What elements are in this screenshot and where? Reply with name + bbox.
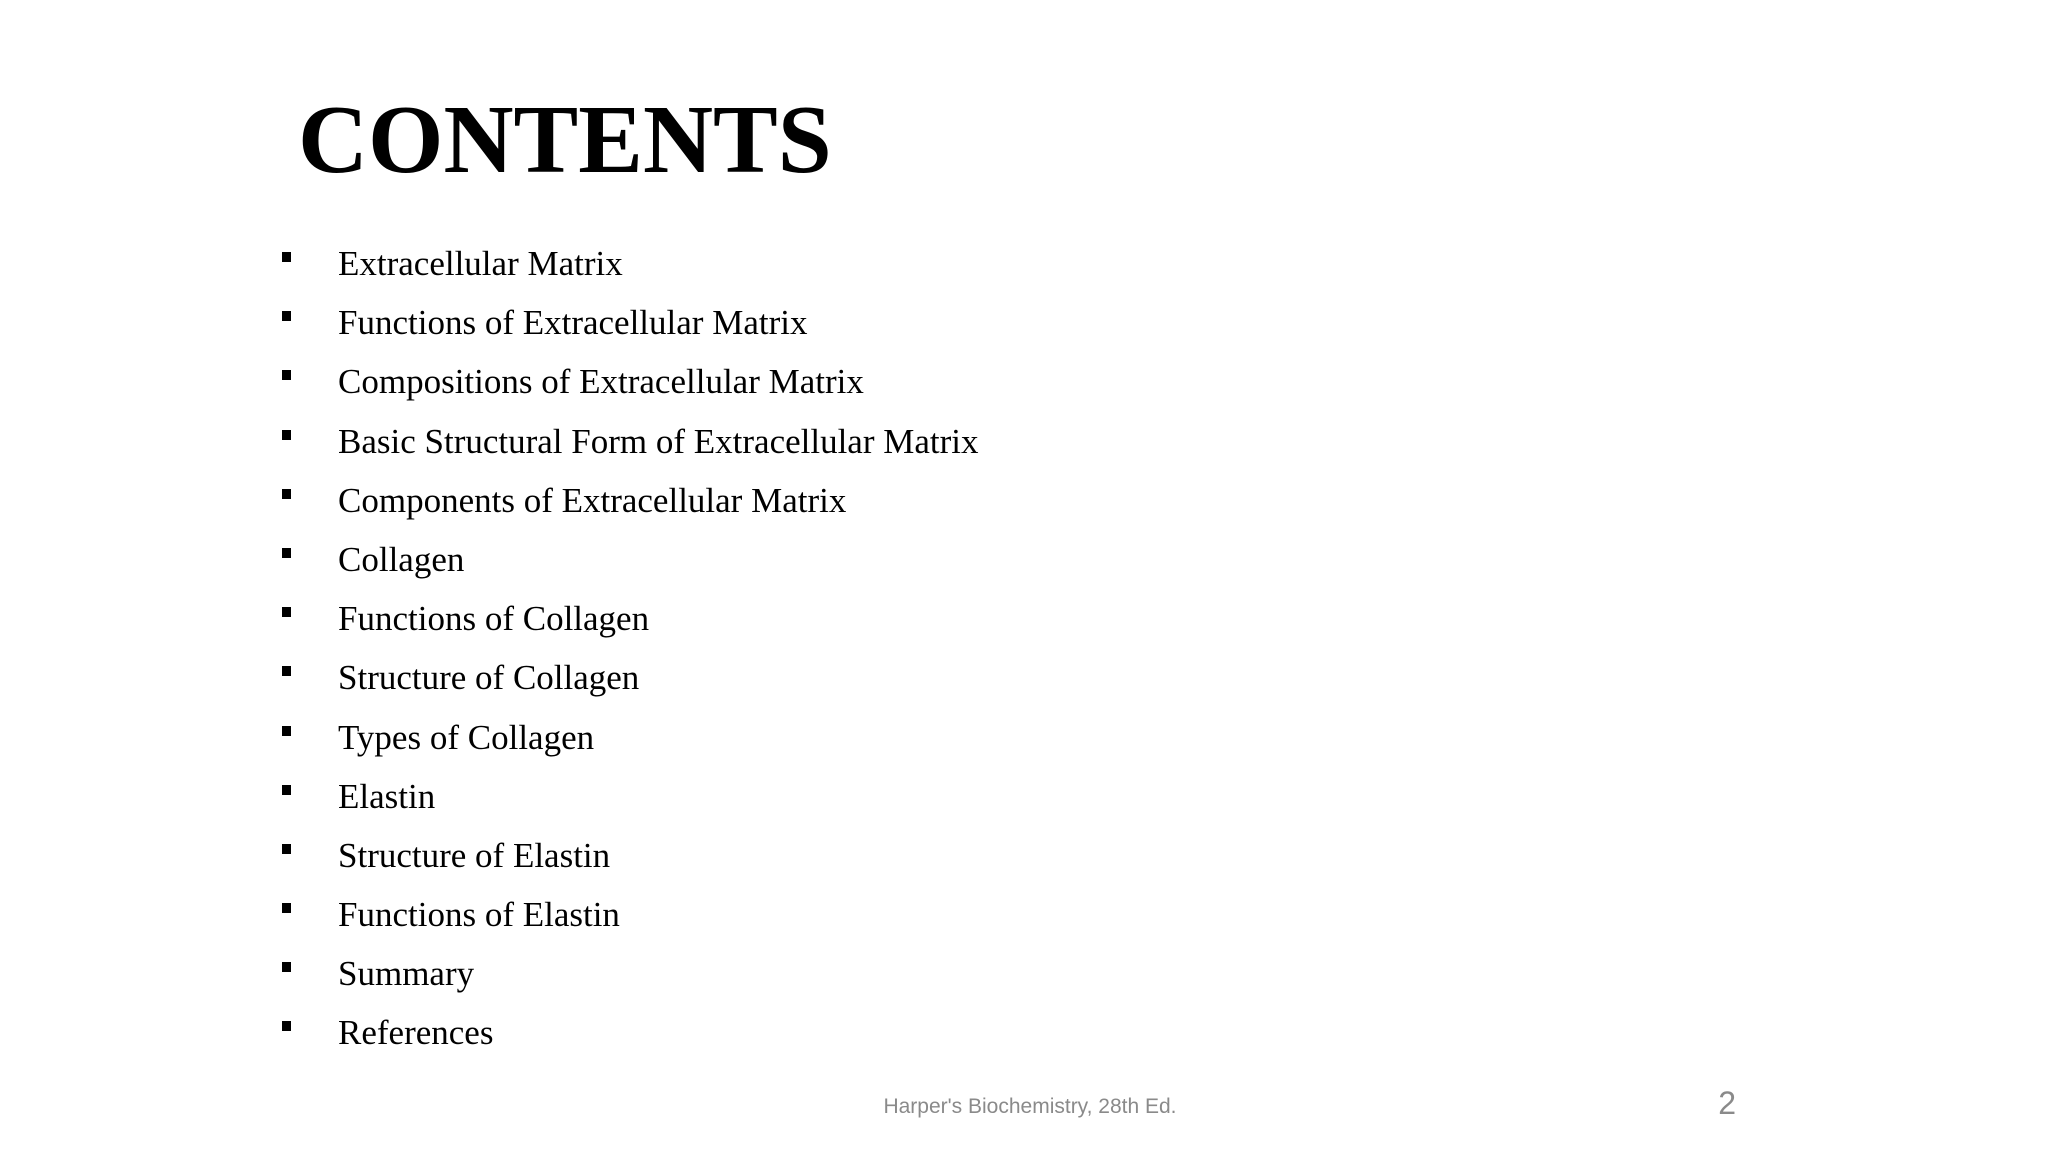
list-item [0,295,1400,354]
square-bullet-icon [282,607,291,617]
square-bullet-icon [282,430,291,440]
list-item [0,473,1400,532]
list-item [0,710,1400,769]
list-item-label: Compositions of Extracellular Matrix [338,362,864,402]
list-item [0,414,1400,473]
list-item [0,828,1400,887]
square-bullet-icon [282,548,291,558]
footer-source: Harper's Biochemistry, 28th Ed. [883,1095,1177,1118]
list-item-label: Functions of Collagen [338,599,650,639]
list-item-label: References [338,1013,494,1053]
list-item-label: Types of Collagen [338,717,595,757]
square-bullet-icon [282,785,291,795]
square-bullet-icon [282,844,291,854]
list-item [0,236,1400,295]
list-item-label: Elastin [338,776,436,816]
list-item-label: Structure of Elastin [338,835,611,875]
square-bullet-icon [282,903,291,913]
list-item [0,1005,1400,1064]
square-bullet-icon [282,489,291,499]
list-item-label: Extracellular Matrix [338,244,623,283]
list-item [0,769,1400,828]
square-bullet-icon [282,666,291,676]
square-bullet-icon [282,962,291,972]
list-item-label: Components of Extracellular Matrix [338,480,847,520]
square-bullet-icon [282,1021,291,1031]
slide-title: CONTENTS [298,86,832,193]
list-item [0,354,1400,413]
page-number: 2 [1718,1085,1736,1121]
list-item-label: Collagen [338,539,465,579]
list-item [0,887,1400,946]
list-item-label: Structure of Collagen [338,658,640,698]
list-item [0,650,1400,709]
list-item [0,591,1400,650]
list-item-label: Functions of Extracellular Matrix [338,303,808,343]
list-item [0,946,1400,1005]
list-item [0,532,1400,591]
square-bullet-icon [282,370,291,380]
contents-list [0,236,1400,1065]
square-bullet-icon [282,252,291,262]
square-bullet-icon [282,311,291,321]
list-item-label: Summary [338,954,475,994]
list-item-label: Functions of Elastin [338,895,620,935]
square-bullet-icon [282,726,291,736]
list-item-label: Basic Structural Form of Extracellular Matrix [338,421,979,461]
